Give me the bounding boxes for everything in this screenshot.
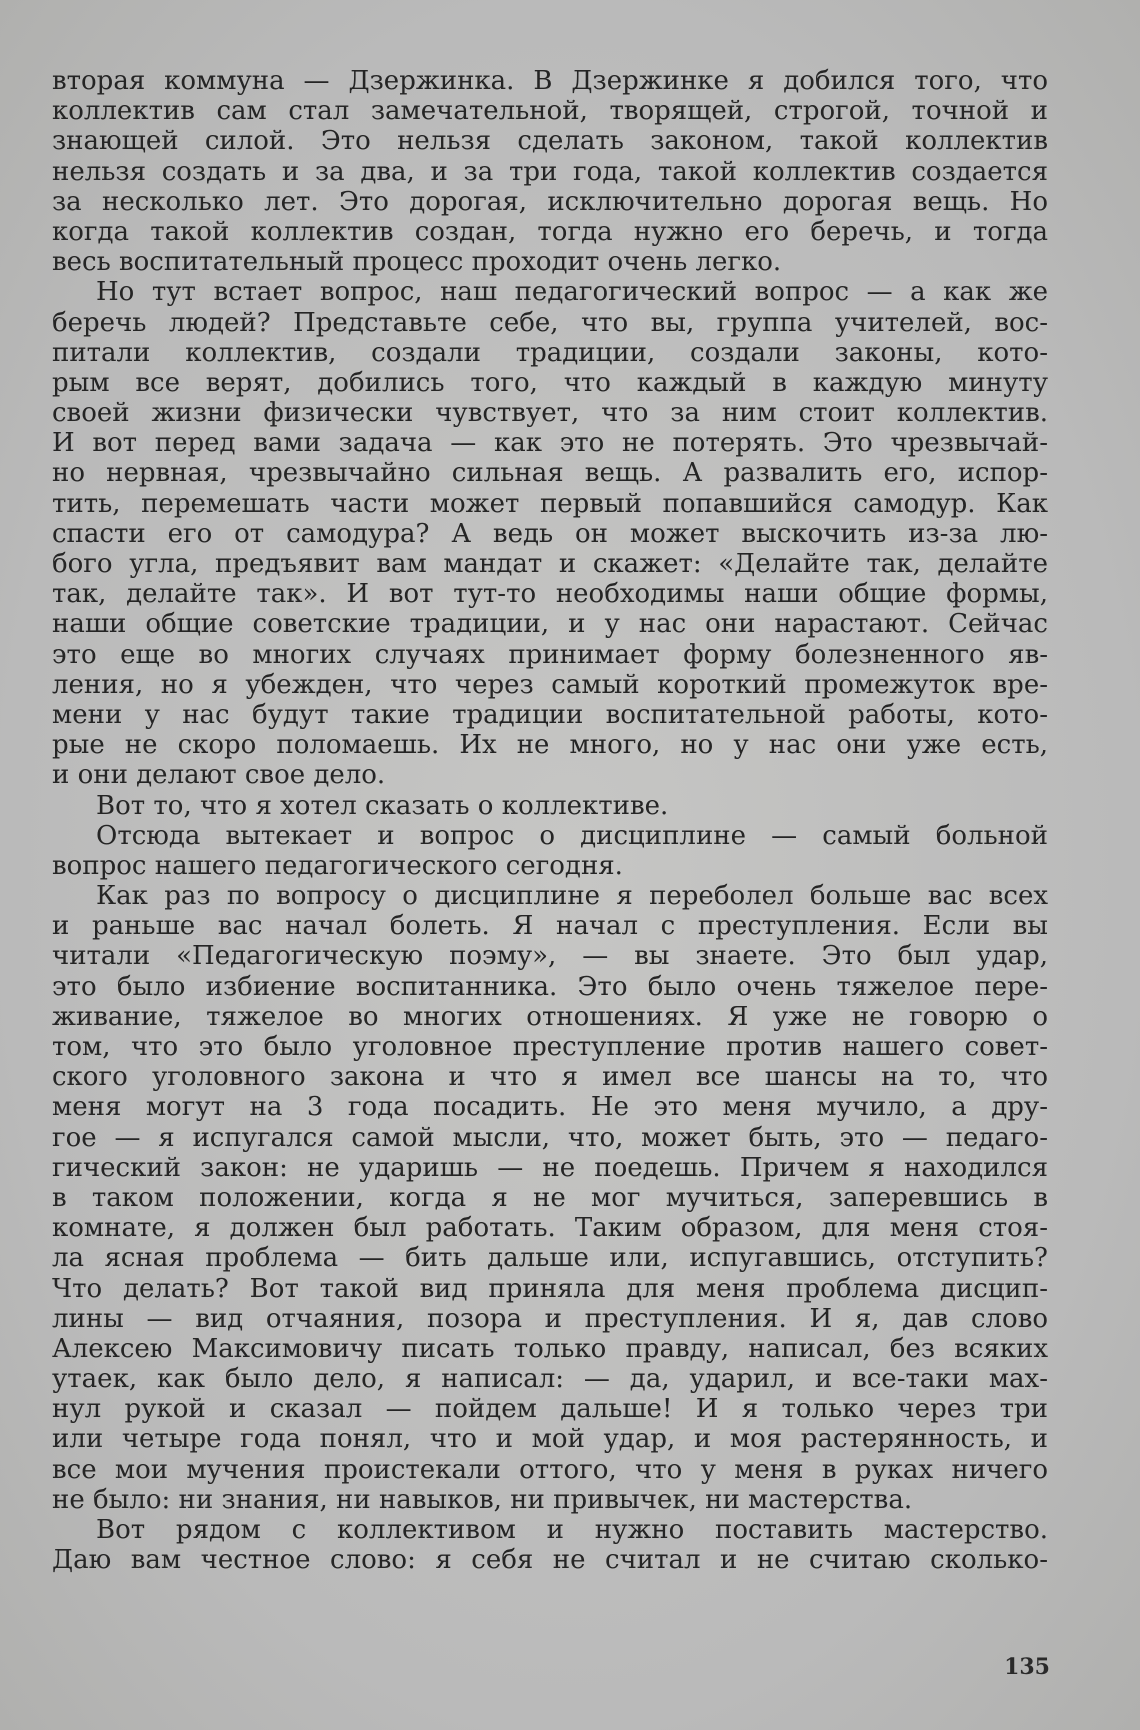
text-line: утаек, как было дело, я написал: — да, ударил, и все-таки мах- xyxy=(52,1364,1048,1395)
text-line: бого угла, предъявит вам мандат и скажет: «Делайте так, делайте xyxy=(52,549,1048,579)
text-line: своей жизни физически чувствует, что за ним стоит коллектив. xyxy=(52,398,1048,429)
text-line: спасти его от самодура? А ведь он может выскочить из-за лю- xyxy=(52,518,1048,549)
text-line: вторая коммуна — Дзержинка. В Дзержинке я добился того, что xyxy=(52,66,1048,96)
text-line: за несколько лет. Это дорогая, исключительно дорогая вещь. Но xyxy=(52,186,1048,217)
text-line: рые не скоро поломаешь. Их не много, но у нас они уже есть, xyxy=(52,730,1048,761)
text-line: живание, тяжелое во многих отношениях. Я уже не говорю о xyxy=(52,1001,1048,1032)
text-line: лины — вид отчаяния, позора и преступления. И я, дав слово xyxy=(52,1303,1048,1334)
text-line: читали «Педагогическую поэму», — вы знаете. Это был удар, xyxy=(52,941,1048,972)
text-line: в таком положении, когда я не мог мучиться, заперевшись в xyxy=(52,1182,1048,1213)
body-text xyxy=(52,66,1048,1575)
text-line: коллектив сам стал замечательной, творящей, строгой, точной и xyxy=(52,96,1048,127)
text-line: ского уголовного закона и что я имел все шансы на то, что xyxy=(52,1062,1048,1093)
text-line: Как раз по вопросу о дисциплине я переболел больше вас всех xyxy=(96,881,1048,912)
text-line: наши общие советские традиции, и у нас они нарастают. Сейчас xyxy=(52,609,1048,640)
text-line: беречь людей? Представьте себе, что вы, группа учителей, вос- xyxy=(52,307,1048,338)
text-line: мени у нас будут такие традиции воспитательной работы, кото- xyxy=(52,699,1048,730)
text-line: комнате, я должен был работать. Таким образом, для меня стоя- xyxy=(52,1213,1048,1244)
text-line: нул рукой и сказал — пойдем дальше! И я только через три xyxy=(52,1394,1048,1425)
text-line: Вот рядом с коллективом и нужно поставить мастерство. xyxy=(96,1515,1048,1545)
text-line: и они делают свое дело. xyxy=(52,760,386,791)
text-line: Даю вам честное слово: я себя не считал и не считаю сколько- xyxy=(52,1545,1048,1576)
text-line: Но тут встает вопрос, наш педагогический вопрос — а как же xyxy=(96,277,1048,308)
text-line: гический закон: не ударишь — не поедешь. Причем я находился xyxy=(52,1152,1048,1183)
text-line: рым все верят, добились того, что каждый в каждую минуту xyxy=(52,367,1048,398)
text-line: это было избиение воспитанника. Это было очень тяжелое пере- xyxy=(52,971,1048,1002)
text-line: знающей силой. Это нельзя сделать законом, такой коллектив xyxy=(52,126,1048,157)
text-line: все мои мучения проистекали оттого, что у меня в руках ничего xyxy=(52,1454,1048,1485)
text-line: Что делать? Вот такой вид приняла для меня проблема дисцип- xyxy=(52,1273,1048,1304)
text-line: меня могут на 3 года посадить. Не это меня мучило, а дру- xyxy=(52,1092,1048,1123)
text-line: не было: ни знания, ни навыков, ни привычек, ни мастерства. xyxy=(52,1484,913,1515)
text-line: весь воспитательный процесс проходит очень легко. xyxy=(52,247,782,278)
text-line: Отсюда вытекает и вопрос о дисциплине — самый больной xyxy=(96,820,1048,851)
text-line: гое — я испугался самой мысли, что, может быть, это — педаго- xyxy=(52,1122,1048,1153)
text-line: питали коллектив, создали традиции, создали законы, кото- xyxy=(52,337,1048,368)
text-line: том, что это было уголовное преступление против нашего совет- xyxy=(52,1032,1048,1062)
text-line: тить, перемешать части может первый попавшийся самодур. Как xyxy=(52,488,1048,519)
text-line: Алексею Максимовичу писать только правду, написал, без всяких xyxy=(52,1333,1048,1364)
text-line: это еще во многих случаях принимает форму болезненного яв- xyxy=(52,639,1048,670)
text-line: так, делайте так». И вот тут-то необходимы наши общие формы, xyxy=(52,579,1048,610)
text-line: или четыре года понял, что и мой удар, и моя растерянность, и xyxy=(52,1424,1048,1455)
text-line: Вот то, что я хотел сказать о коллективе. xyxy=(96,790,669,821)
text-line: но нервная, чрезвычайно сильная вещь. А развалить его, испор- xyxy=(52,458,1048,489)
text-line: ления, но я убежден, что через самый короткий промежуток вре- xyxy=(52,669,1048,700)
text-line: вопрос нашего педагогического сегодня. xyxy=(52,850,623,881)
text-line: и раньше вас начал болеть. Я начал с преступления. Если вы xyxy=(52,911,1048,942)
text-line: ла ясная проблема — бить дальше или, испугавшись, отступить? xyxy=(52,1243,1048,1274)
text-line: нельзя создать и за два, и за три года, такой коллектив создается xyxy=(52,156,1048,187)
text-line: И вот перед вами задача — как это не потерять. Это чрезвычай- xyxy=(52,428,1048,459)
page-number: 135 xyxy=(1004,1654,1050,1680)
text-line: когда такой коллектив создан, тогда нужно его беречь, и тогда xyxy=(52,216,1048,247)
